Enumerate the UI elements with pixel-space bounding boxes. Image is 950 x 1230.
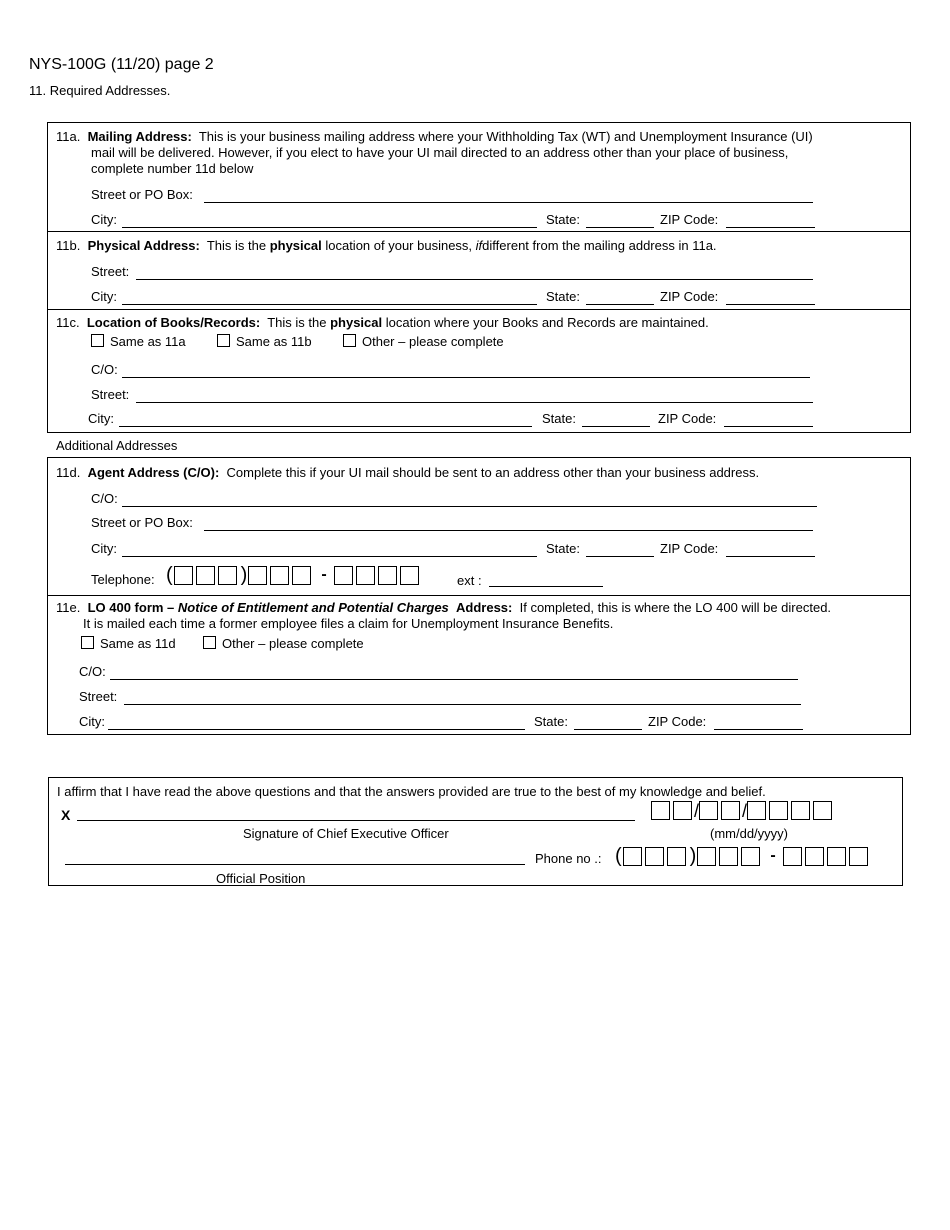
phone-digit-box[interactable] bbox=[400, 566, 419, 585]
official-position-field[interactable] bbox=[65, 864, 525, 865]
s11b-text-bold: physical bbox=[269, 238, 322, 253]
s11e-zip-label: ZIP Code: bbox=[648, 714, 707, 729]
date-digit-box[interactable] bbox=[721, 801, 740, 820]
s11e-option-same-11d[interactable] bbox=[81, 636, 176, 651]
s11d-phone-label: Telephone: bbox=[91, 572, 155, 587]
phone-digit-box[interactable] bbox=[645, 847, 664, 866]
checkbox-icon[interactable] bbox=[217, 334, 230, 347]
checkbox-icon[interactable] bbox=[81, 636, 94, 649]
s11e-zip-field[interactable] bbox=[714, 729, 803, 730]
phone-digit-box[interactable] bbox=[196, 566, 215, 585]
date-digit-box[interactable] bbox=[791, 801, 810, 820]
s11e-street-field[interactable] bbox=[124, 704, 801, 705]
s11c-opt3-label: Other – please complete bbox=[362, 334, 504, 349]
s11d-zip-field[interactable] bbox=[726, 556, 815, 557]
phone-digit-box[interactable] bbox=[697, 847, 716, 866]
date-digit-box[interactable] bbox=[651, 801, 670, 820]
s11d-ext-field[interactable] bbox=[489, 586, 603, 587]
s11c-street-label: Street: bbox=[91, 387, 130, 402]
s11d-state-field[interactable] bbox=[586, 556, 654, 557]
phone-digit-box[interactable] bbox=[378, 566, 397, 585]
signature-x-mark: X bbox=[61, 807, 71, 823]
s11e-opt1-label: Same as 11d bbox=[100, 636, 176, 651]
date-format-label: (mm/dd/yyyy) bbox=[710, 826, 788, 841]
date-slash: / bbox=[694, 800, 700, 821]
section-11d bbox=[56, 465, 901, 481]
signature-label: Signature of Chief Executive Officer bbox=[243, 826, 449, 841]
phone-digit-box[interactable] bbox=[667, 847, 686, 866]
s11c-co-field[interactable] bbox=[122, 377, 810, 378]
s11b-street-label: Street: bbox=[91, 264, 130, 279]
s11c-opt2-label: Same as 11b bbox=[236, 334, 312, 349]
phone-digit-box[interactable] bbox=[827, 847, 846, 866]
s11b-state-label: State: bbox=[546, 289, 580, 304]
section-11a bbox=[56, 129, 901, 145]
s11a-num: 11a. bbox=[56, 129, 81, 144]
form-id: NYS-100G (11/20) page 2 bbox=[29, 56, 214, 73]
phone-digit-box[interactable] bbox=[741, 847, 760, 866]
additional-addresses-title: Additional Addresses bbox=[56, 438, 178, 453]
s11e-heading-italic: Notice of Entitlement and Potential Charges bbox=[177, 600, 449, 615]
open-paren: ( bbox=[166, 564, 173, 586]
phone-digit-box[interactable] bbox=[783, 847, 802, 866]
phone-no-label: Phone no .: bbox=[535, 851, 602, 866]
s11a-heading: Mailing Address: bbox=[87, 129, 192, 144]
phone-digit-box[interactable] bbox=[292, 566, 311, 585]
phone-digit-box[interactable] bbox=[719, 847, 738, 866]
s11c-co-label: C/O: bbox=[91, 362, 118, 377]
section-11-title: 11. Required Addresses. bbox=[29, 83, 171, 98]
section-11c bbox=[56, 315, 901, 331]
s11e-state-field[interactable] bbox=[574, 729, 642, 730]
s11d-phone-boxes bbox=[165, 565, 422, 585]
s11c-text-post: location where your Books and Records are maintained. bbox=[385, 315, 709, 330]
close-paren: ) bbox=[240, 564, 248, 586]
divider-11d-11e bbox=[48, 595, 910, 596]
s11c-option-same-11b[interactable] bbox=[217, 334, 312, 349]
date-digit-box[interactable] bbox=[699, 801, 718, 820]
section-11b bbox=[56, 238, 901, 254]
s11a-zip-label: ZIP Code: bbox=[660, 212, 719, 227]
s11c-option-other[interactable] bbox=[343, 334, 504, 349]
s11c-street-field[interactable] bbox=[136, 402, 813, 403]
s11c-text-bold: physical bbox=[330, 315, 383, 330]
s11a-street-field[interactable] bbox=[204, 202, 813, 203]
s11e-city-field[interactable] bbox=[108, 729, 525, 730]
s11a-state-label: State: bbox=[546, 212, 580, 227]
phone-digit-box[interactable] bbox=[174, 566, 193, 585]
affirm-text: I affirm that I have read the above questions and that the answers provided are true to the best of my knowledge and belief. bbox=[57, 784, 766, 799]
s11e-opt2-label: Other – please complete bbox=[222, 636, 364, 651]
s11b-text-pre: This is the bbox=[206, 238, 267, 253]
s11b-text-post: different from the mailing address in 11a. bbox=[482, 238, 717, 253]
s11a-city-field[interactable] bbox=[122, 227, 537, 228]
s11b-city-field[interactable] bbox=[122, 304, 537, 305]
s11a-zip-field[interactable] bbox=[726, 227, 815, 228]
s11c-num: 11c. bbox=[56, 315, 80, 330]
s11b-state-field[interactable] bbox=[586, 304, 654, 305]
s11a-city-label: City: bbox=[91, 212, 117, 227]
s11e-co-label: C/O: bbox=[79, 664, 106, 679]
s11e-option-other[interactable] bbox=[203, 636, 364, 651]
s11c-state-label: State: bbox=[542, 411, 576, 426]
date-digit-box[interactable] bbox=[813, 801, 832, 820]
s11d-num: 11d. bbox=[56, 465, 81, 480]
s11e-heading-bold: LO 400 form – bbox=[87, 600, 175, 615]
required-addresses-box bbox=[47, 122, 911, 433]
divider-11b-11c bbox=[48, 309, 910, 310]
s11e-state-label: State: bbox=[534, 714, 568, 729]
phone-dash: - bbox=[770, 847, 776, 864]
s11e-heading-addr: Address: bbox=[456, 600, 513, 615]
date-digit-box[interactable] bbox=[747, 801, 766, 820]
s11e-co-field[interactable] bbox=[110, 679, 798, 680]
s11d-co-field[interactable] bbox=[122, 506, 817, 507]
s11c-city-label: City: bbox=[88, 411, 114, 426]
date-slash: / bbox=[742, 800, 748, 821]
s11d-text: Complete this if your UI mail should be sent to an address other than your business address. bbox=[226, 465, 760, 480]
open-paren: ( bbox=[615, 845, 622, 867]
phone-digit-box[interactable] bbox=[623, 847, 642, 866]
date-digit-box[interactable] bbox=[769, 801, 788, 820]
affirm-phone-boxes bbox=[614, 846, 871, 866]
s11c-state-field[interactable] bbox=[582, 426, 650, 427]
affirmation-box bbox=[48, 777, 903, 886]
s11a-street-label: Street or PO Box: bbox=[91, 187, 193, 202]
checkbox-icon[interactable] bbox=[203, 636, 216, 649]
s11b-city-label: City: bbox=[91, 289, 117, 304]
section-11e bbox=[56, 600, 908, 616]
phone-dash: - bbox=[321, 566, 327, 583]
s11d-city-field[interactable] bbox=[122, 556, 537, 557]
s11a-text3: complete number 11d below bbox=[91, 161, 254, 176]
s11c-text-pre: This is the bbox=[267, 315, 327, 330]
s11c-option-same-11a[interactable] bbox=[91, 334, 186, 349]
phone-digit-box[interactable] bbox=[218, 566, 237, 585]
s11a-state-field[interactable] bbox=[586, 227, 654, 228]
checkbox-icon[interactable] bbox=[91, 334, 104, 347]
s11b-street-field[interactable] bbox=[136, 279, 813, 280]
s11d-state-label: State: bbox=[546, 541, 580, 556]
s11c-heading: Location of Books/Records: bbox=[86, 315, 261, 330]
official-position-label: Official Position bbox=[216, 871, 306, 886]
phone-digit-box[interactable] bbox=[805, 847, 824, 866]
s11d-zip-label: ZIP Code: bbox=[660, 541, 719, 556]
phone-digit-box[interactable] bbox=[248, 566, 267, 585]
s11a-text2: mail will be delivered. However, if you elect to have your UI mail directed to an address other than your place of business, bbox=[91, 145, 789, 160]
s11d-heading: Agent Address (C/O): bbox=[87, 465, 220, 480]
s11e-num: 11e. bbox=[56, 600, 81, 615]
s11b-heading: Physical Address: bbox=[87, 238, 200, 253]
phone-digit-box[interactable] bbox=[334, 566, 353, 585]
s11e-city-label: City: bbox=[79, 714, 105, 729]
s11e-text1: If completed, this is where the LO 400 will be directed. bbox=[519, 600, 832, 615]
s11c-opt1-label: Same as 11a bbox=[110, 334, 186, 349]
phone-digit-box[interactable] bbox=[356, 566, 375, 585]
s11c-zip-field[interactable] bbox=[724, 426, 813, 427]
additional-addresses-box bbox=[47, 457, 911, 735]
s11d-ext-label: ext : bbox=[457, 573, 482, 588]
checkbox-icon[interactable] bbox=[343, 334, 356, 347]
s11b-num: 11b. bbox=[56, 238, 81, 253]
s11d-street-field[interactable] bbox=[204, 530, 813, 531]
signature-field[interactable] bbox=[77, 820, 635, 821]
date-digit-box[interactable] bbox=[673, 801, 692, 820]
divider-11a-11b bbox=[48, 231, 910, 232]
s11b-text-mid: location of your business, bbox=[325, 238, 473, 253]
s11d-street-label: Street or PO Box: bbox=[91, 515, 193, 530]
s11e-text2: It is mailed each time a former employee files a claim for Unemployment Insurance Benefits. bbox=[83, 616, 614, 631]
s11e-street-label: Street: bbox=[79, 689, 118, 704]
close-paren: ) bbox=[689, 845, 697, 867]
date-boxes bbox=[651, 801, 835, 820]
s11d-co-label: C/O: bbox=[91, 491, 118, 506]
s11b-zip-field[interactable] bbox=[726, 304, 815, 305]
s11c-city-field[interactable] bbox=[119, 426, 532, 427]
s11b-text-italic: if bbox=[475, 238, 483, 253]
s11b-zip-label: ZIP Code: bbox=[660, 289, 719, 304]
phone-digit-box[interactable] bbox=[849, 847, 868, 866]
s11c-zip-label: ZIP Code: bbox=[658, 411, 717, 426]
s11d-city-label: City: bbox=[91, 541, 117, 556]
phone-digit-box[interactable] bbox=[270, 566, 289, 585]
s11a-text1: This is your business mailing address where your Withholding Tax (WT) and Unemployment Insurance (UI) bbox=[198, 129, 813, 144]
